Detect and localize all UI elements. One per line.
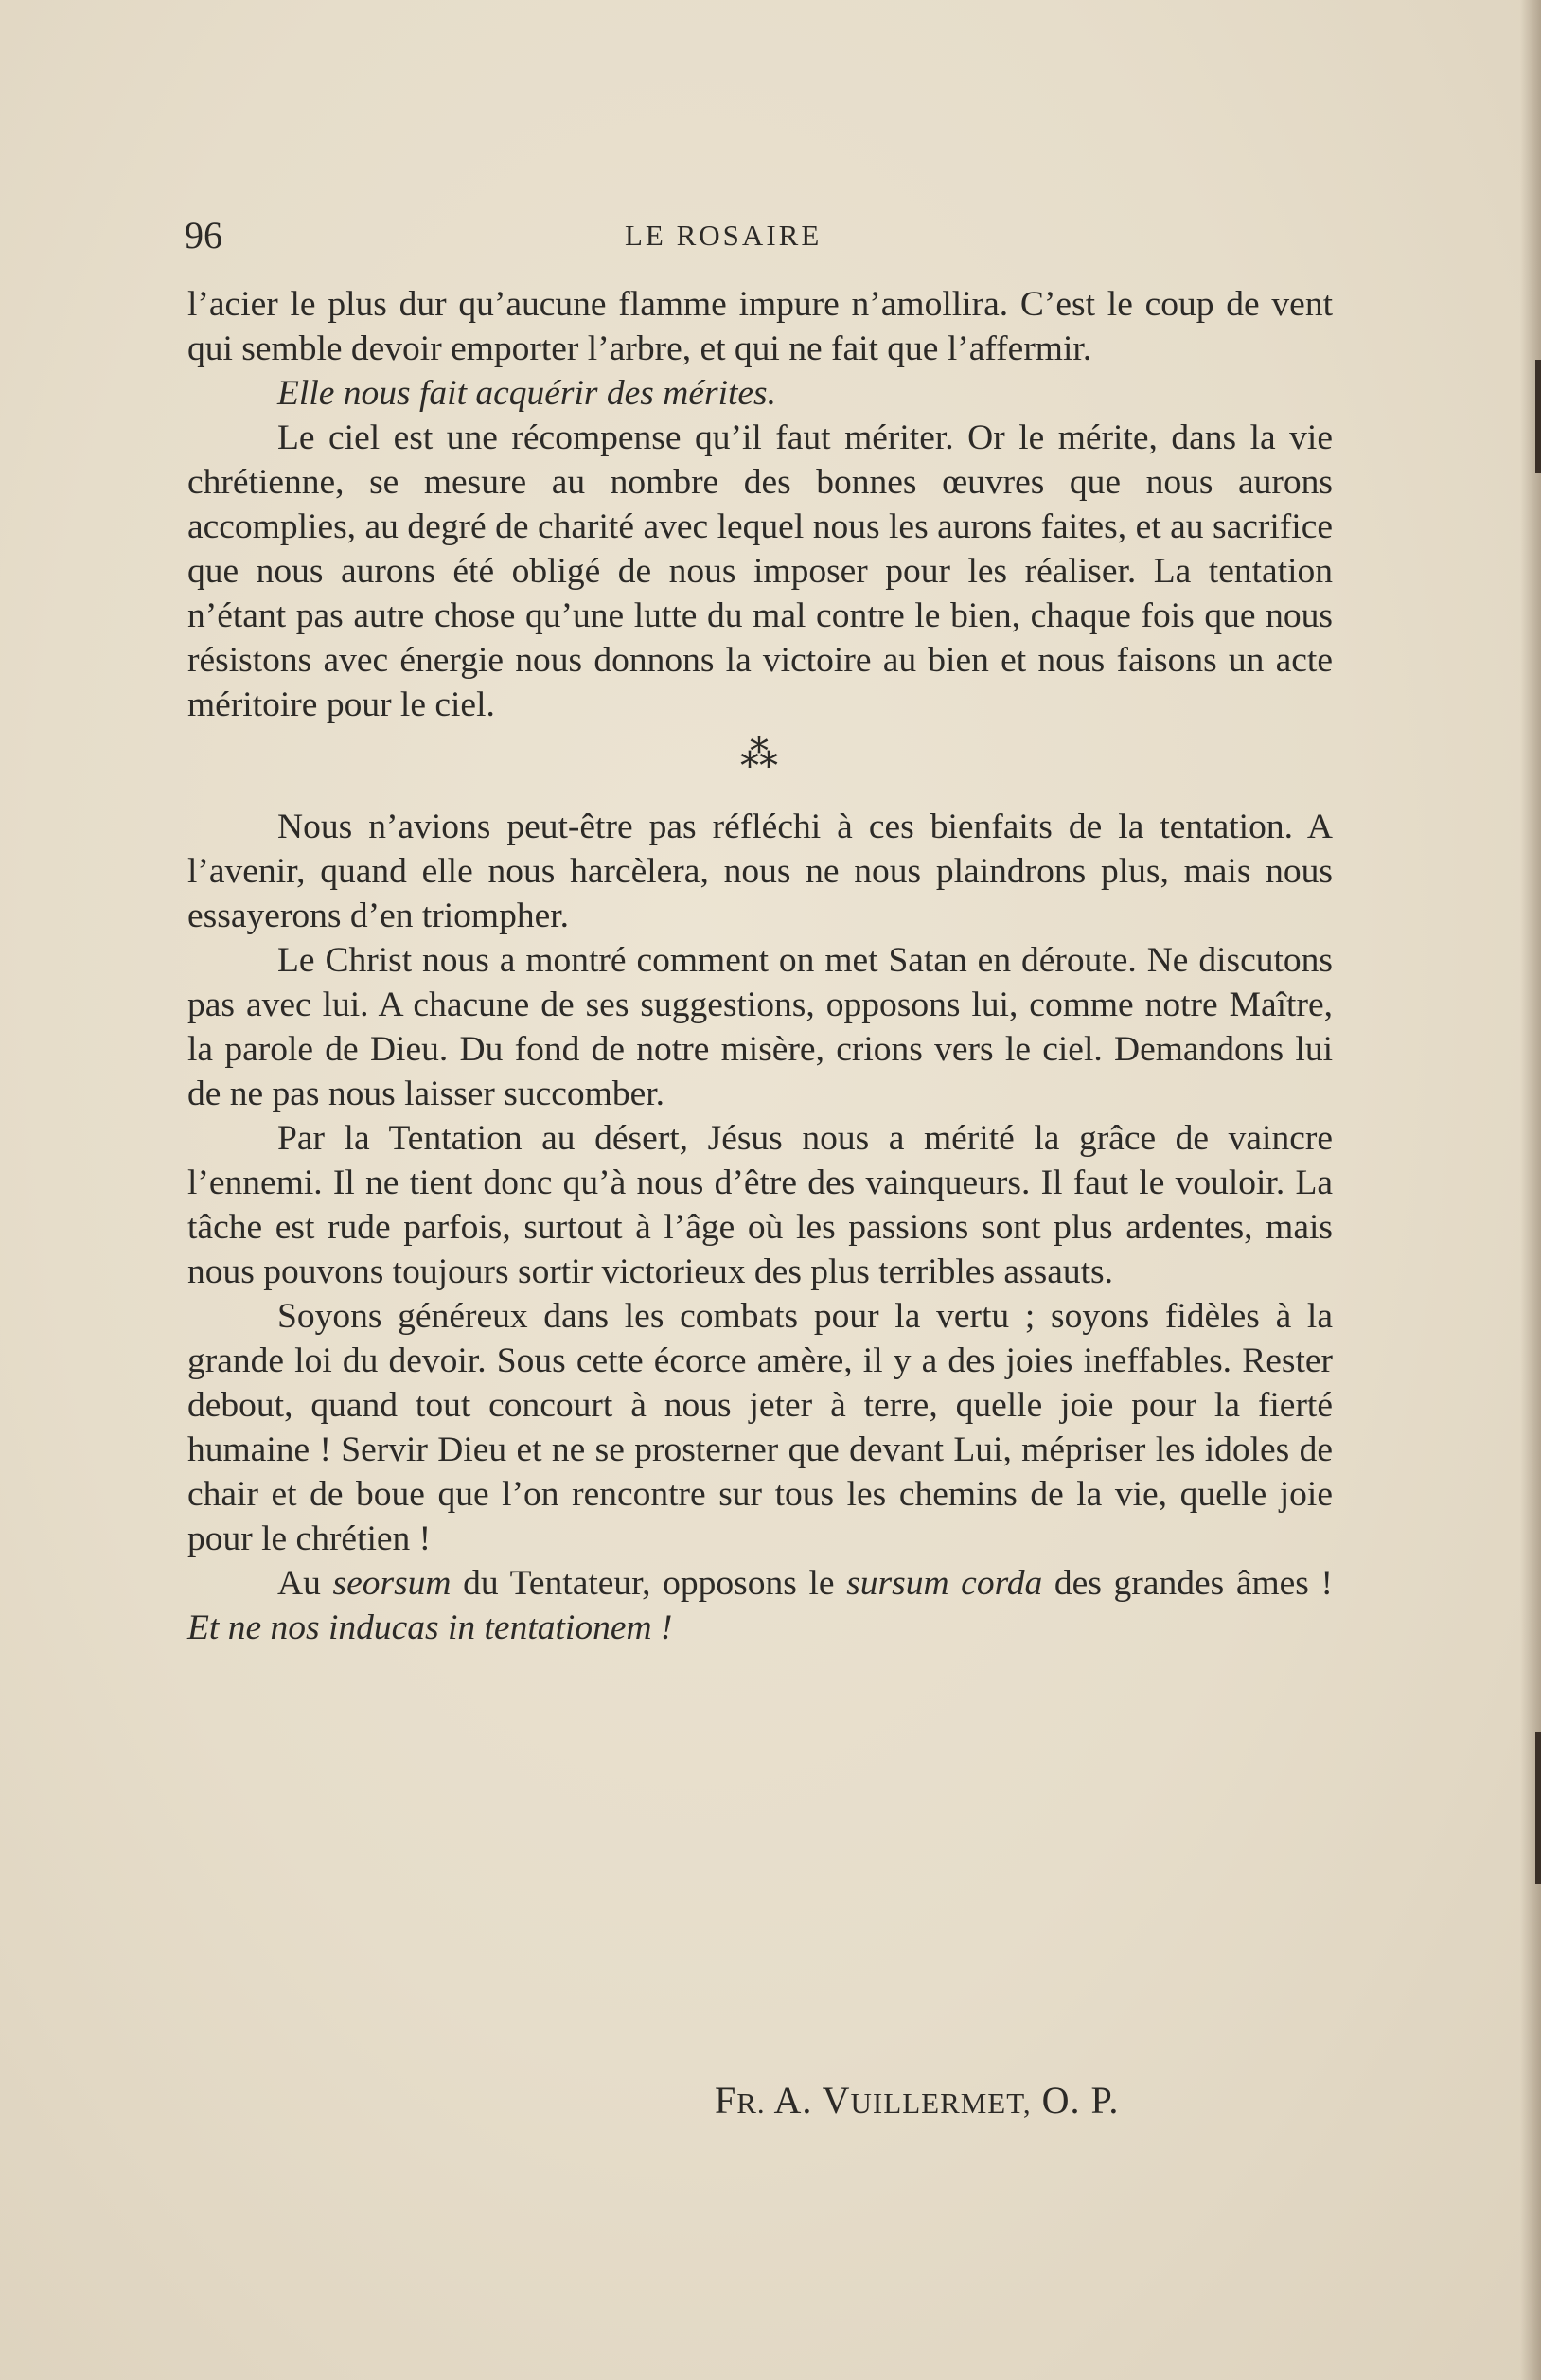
running-title: LE ROSAIRE [625,219,823,252]
paragraph: Soyons généreux dans les combats pour la vertu ; soyons fidèles à la grande loi du devoir. Sous cette écorce amère, il y a des joies ineffables. Rester debout, quand tout concourt à nous jeter à terre, quelle joie pour la fierté humaine ! Servir Dieu et ne se prosterner que devant Lui, mépriser les idoles de chair et de boue que l’on rencontre sur tous les chemins de la vie, quelle joie pour le chrétien ! [187,1297,1333,1558]
paragraph: Le Christ nous a montré comment on met Satan en déroute. Ne discutons pas avec lui. A chacune de ses suggestions, opposons lui, comme notre Maître, la parole de Dieu. Du fond de notre misère, crions vers le ciel. Demandons lui de ne pas nous laisser succomber. [187,941,1333,1113]
page-edge-mark [1535,360,1541,473]
paragraph: Nous n’avions peut-être pas réfléchi à ces bienfaits de la tentation. A l’avenir, quand elle nous harcèlera, nous ne nous plaindrons plus, mais nous essayerons d’en triompher. [187,808,1333,935]
latin-phrase: seorsum [332,1564,452,1603]
author-signature: FR. A. VUILLERMET, O. P. [715,2079,1120,2122]
paragraph: l’acier le plus dur qu’aucune flamme impure n’amollira. C’est le coup de vent qui semble devoir emporter l’arbre, et qui ne fait que l’affermir. [187,285,1333,368]
body-text [187,282,1333,1650]
paragraph [187,1561,1333,1650]
asterism-separator: ⁂ [740,733,780,775]
page-header [185,213,1330,270]
page-number: 96 [185,214,222,257]
page-edge-shadow [1520,0,1541,2380]
text-run: du Tentateur, opposons le [451,1564,847,1603]
text-run: des grandes âmes ! [1042,1564,1333,1603]
page-edge-mark [1535,1732,1541,1884]
paragraph: Par la Tentation au désert, Jésus nous a mérité la grâce de vaincre l’ennemi. Il ne tient donc qu’à nous d’être des vainqueurs. Il faut le vouloir. La tâche est rude parfois, surtout à l’âge où les passions sont plus ardentes, mais nous pouvons toujours sortir victorieux des plus terribles assauts. [187,1119,1333,1291]
latin-quote: Et ne nos inducas in tentationem ! [187,1608,673,1647]
text-run: Au [277,1564,333,1603]
paragraph-heading: Elle nous fait acquérir des mérites. [277,374,777,413]
paragraph: Le ciel est une récompense qu’il faut mériter. Or le mérite, dans la vie chrétienne, se mesure au nombre des bonnes œuvres que nous aurons accomplies, au degré de charité avec lequel nous les aurons faites, et au sacrifice que nous aurons été obligé de nous imposer pour les réaliser. La tentation n’étant pas autre chose qu’une lutte du mal contre le bien, chaque fois que nous résistons avec énergie nous donnons la victoire au bien et nous faisons un acte méritoire pour le ciel. [187,418,1333,724]
latin-phrase: sursum corda [846,1564,1043,1603]
